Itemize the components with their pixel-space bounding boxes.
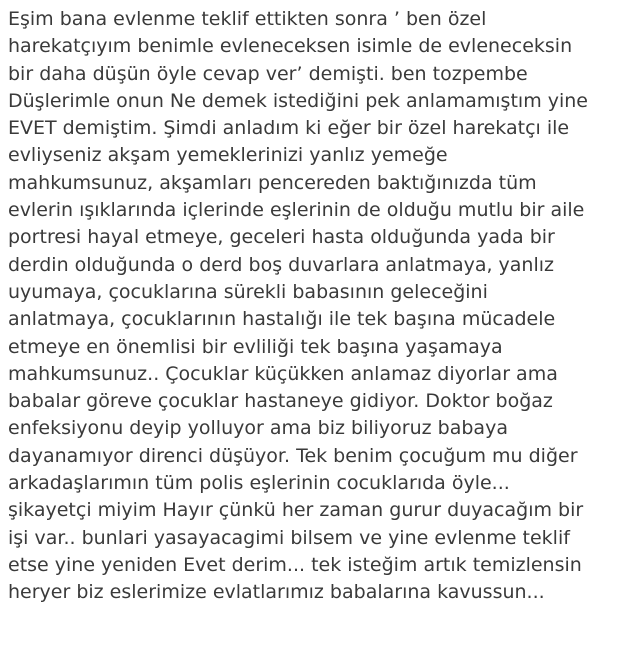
text-line-8: evlerin ışıklarında içlerinde eşlerinin de olduğu mutlu bir aile xyxy=(8,199,585,222)
text-line-16: enfeksiyonu deyip yolluyor ama biz biliyoruz babaya xyxy=(8,417,508,440)
text-line-11: uyumaya, çocuklarına sürekli babasının geleceğini xyxy=(8,280,488,303)
text-line-18: arkadaşlarımın tüm polis eşlerinin cocuklarıda öyle... xyxy=(8,472,510,495)
text-line-15: babalar göreve çocuklar hastaneye gidiyor. Doktor boğaz xyxy=(8,390,553,413)
text-line-21: etse yine yeniden Evet derim... tek isteğim artık temizlensin xyxy=(8,553,582,576)
post-text xyxy=(8,6,624,607)
text-line-10: derdin olduğunda o derd boş duvarlara anlatmaya, yanlız xyxy=(8,253,555,276)
text-line-1: Eşim bana evlenme teklif ettikten sonra ’ ben özel xyxy=(8,8,487,30)
text-line-12: anlatmaya, çocuklarının hastalığı ile tek başına mücadele xyxy=(8,308,556,331)
text-line-22: heryer biz eslerimize evlatlarımız babalarına kavussun... xyxy=(8,581,545,604)
text-line-2: harekatçıyım benimle evleneceksen isimle de evleneceksin xyxy=(8,35,573,58)
text-line-6: evliyseniz akşam yemeklerinizi yanlız yemeğe xyxy=(8,144,448,167)
text-line-17: dayanamıyor direnci düşüyor. Tek benim çocuğum mu diğer xyxy=(8,444,578,467)
text-line-9: portresi hayal etmeye, geceleri hasta olduğunda yada bir xyxy=(8,226,555,249)
text-line-13: etmeye en önemlisi bir evliliği tek başına yaşamaya xyxy=(8,335,503,358)
text-line-19: şikayetçi miyim Hayır çünkü her zaman gurur duyacağım bir xyxy=(8,499,584,522)
text-line-4: Düşlerimle onun Ne demek istediğini pek anlamamıştım yine xyxy=(8,89,588,112)
text-line-7: mahkumsunuz, akşamları pencereden baktığınızda tüm xyxy=(8,171,537,194)
text-line-3: bir daha düşün öyle cevap ver’ demişti. ben tozpembe xyxy=(8,62,528,85)
text-line-14: mahkumsunuz.. Çocuklar küçükken anlamaz diyorlar ama xyxy=(8,362,558,385)
text-line-20: işi var.. bunlari yasayacagimi bilsem ve yine evlenme teklif xyxy=(8,526,570,549)
text-line-5: EVET demiştim. Şimdi anladım ki eğer bir özel harekatçı ile xyxy=(8,117,570,140)
